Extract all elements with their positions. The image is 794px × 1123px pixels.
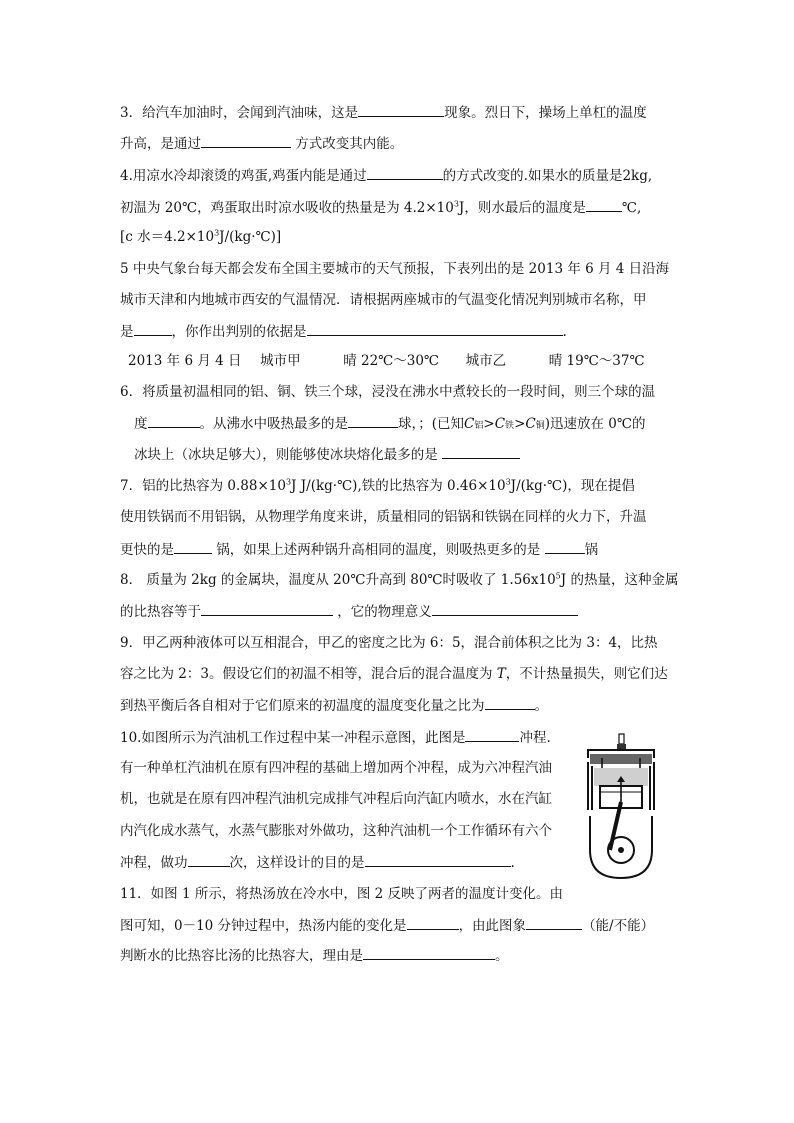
question-8-line-1: 8． 质量为 2kg 的金属块，温度从 20℃升高到 80℃时吸收了 $1.56x10^5J$ 的热量，这种金属 bbox=[120, 571, 679, 588]
city-b-label: 城市乙 bbox=[465, 353, 507, 369]
answer-blank[interactable] bbox=[188, 853, 230, 867]
answer-blank[interactable] bbox=[134, 322, 172, 336]
question-7-line-1: 7．铝的比热容为 $0.88\times 10^3J$ J/(kg·℃),铁的比热容为 $0.46\times 10^3J/(kg\cdot℃)$，现在提倡 bbox=[120, 477, 635, 494]
answer-blank[interactable] bbox=[174, 540, 212, 554]
city-b-weather: 晴 19℃～37℃ bbox=[548, 353, 645, 369]
question-8-line-2: 的比热容等于 ，它的物理意义 bbox=[120, 602, 578, 621]
engine-stroke-diagram bbox=[580, 732, 662, 884]
question-10-line-1: 10.如图所示为汽油机工作过程中某一冲程示意图，此图是 冲程. bbox=[120, 730, 551, 746]
answer-blank[interactable] bbox=[363, 946, 495, 960]
question-3-line-1: 3．给汽车加油时，会闻到汽油味，这是 现象。烈日下，操场上单杠的温度 bbox=[120, 105, 647, 121]
city-a-label: 城市甲 bbox=[260, 353, 301, 369]
city-a-weather: 晴 22℃～30℃ bbox=[343, 353, 440, 369]
answer-blank[interactable] bbox=[586, 198, 622, 212]
question-6-line-3: 冰块上（冰块足够大），则能够使冰块熔化最多的是 bbox=[134, 445, 520, 464]
question-5-line-2: 城市天津和内地城市西安的气温情况．请根据两座城市的气温变化情况判别城市名称，甲 bbox=[120, 292, 647, 308]
question-10-line-4: 内汽化成水蒸气，水蒸气膨胀对外做功，这种汽油机一个工作循环有六个 bbox=[120, 823, 552, 839]
question-5-line-1: 5 中央气象台每天都会发布全国主要城市的天气预报，下表列出的是 2013 年 6 月 4 日沿海 bbox=[120, 261, 670, 277]
question-4-line-3: [c 水$=4.2\times 10^3J/(kg\cdot℃)$] bbox=[120, 228, 282, 245]
answer-blank[interactable] bbox=[545, 540, 585, 554]
question-4-line-1: 4.用凉水冷却滚烫的鸡蛋,鸡蛋内能是通过 的方式改变的.如果水的质量是2kg, bbox=[120, 168, 653, 184]
answer-blank[interactable] bbox=[307, 322, 563, 336]
answer-blank[interactable] bbox=[201, 134, 291, 148]
answer-blank[interactable] bbox=[432, 602, 578, 616]
question-11-line-3: 判断水的比热容比汤的比热容大，理由是 。 bbox=[120, 948, 509, 964]
question-10-line-3: 机，也就是在原有四冲程汽油机完成排气冲程后向汽缸内喷水，水在汽缸 bbox=[120, 791, 552, 807]
question-9-line-2: 容之比为 2：3。假设它们的初温不相等，混合后的混合温度为 T，不计热量损失，则它们达 bbox=[120, 666, 668, 682]
question-11-line-1: 11．如图 1 所示，将热汤放在冷水中，图 2 反映了两者的温度计变化。由 bbox=[120, 886, 564, 902]
spark-plug-icon bbox=[617, 734, 626, 749]
question-11-line-2: 图可知，0－10 分钟过程中，热汤内能的变化是 ，由此图象 （能/不能） bbox=[120, 918, 655, 934]
question-10-line-2: 有一种单杠汽油机在原有四冲程的基础上增加两个冲程，成为六冲程汽油 bbox=[120, 760, 552, 776]
question-9-line-1: 9．甲乙两种液体可以互相混合，甲乙的密度之比为 6：5，混合前体积之比为 3：4，比热 bbox=[120, 635, 658, 651]
crank-center bbox=[618, 847, 624, 853]
connecting-rod bbox=[610, 802, 621, 850]
answer-blank[interactable] bbox=[465, 728, 519, 742]
answer-blank[interactable] bbox=[358, 103, 444, 117]
question-3-line-2: 升高，是通过 方式改变其内能。 bbox=[120, 136, 404, 152]
answer-blank[interactable] bbox=[407, 916, 459, 930]
question-9-line-3: 到热平衡后各自相对于它们原来的初温度的温度变化量之比为 。 bbox=[120, 698, 548, 714]
question-10-line-5: 冲程，做功 次，这样设计的目的是 . bbox=[120, 855, 515, 871]
question-5-line-3: 是 ，你作出判别的依据是 . bbox=[120, 324, 567, 340]
answer-blank[interactable] bbox=[485, 696, 535, 710]
answer-blank[interactable] bbox=[365, 853, 511, 867]
cylinder-head bbox=[588, 750, 654, 764]
answer-blank[interactable] bbox=[201, 602, 333, 616]
question-6-line-1: 6．将质量初温相同的铝、铜、铁三个球，浸没在沸水中煮较长的一段时间，则三个球的温 bbox=[120, 384, 656, 400]
answer-blank[interactable] bbox=[442, 445, 520, 459]
answer-blank[interactable] bbox=[148, 414, 200, 428]
question-6-line-2: 度 。从沸水中吸热最多的是 球，；(已知C铝>C铁>C铜)迅速放在 0℃的 bbox=[134, 416, 646, 432]
answer-blank[interactable] bbox=[348, 414, 398, 428]
weather-date: 2013 年 6 月 4 日 bbox=[128, 353, 242, 369]
weather-table-row bbox=[128, 352, 645, 370]
answer-blank[interactable] bbox=[367, 166, 443, 180]
question-7-line-2: 使用铁锅而不用铝锅，从物理学角度来讲，质量相同的铝锅和铁锅在同样的火力下，升温 bbox=[120, 509, 647, 525]
answer-blank[interactable] bbox=[526, 916, 582, 930]
question-7-line-3: 更快的是 锅，如果上述两种锅升高相同的温度，则吸热更多的是 锅 bbox=[120, 542, 599, 558]
question-4-line-2: 初温为 20℃，鸡蛋取出时凉水吸收的热量是为 $4.2\times 10^3J$，则水最后的温度是 ℃, bbox=[120, 199, 642, 216]
